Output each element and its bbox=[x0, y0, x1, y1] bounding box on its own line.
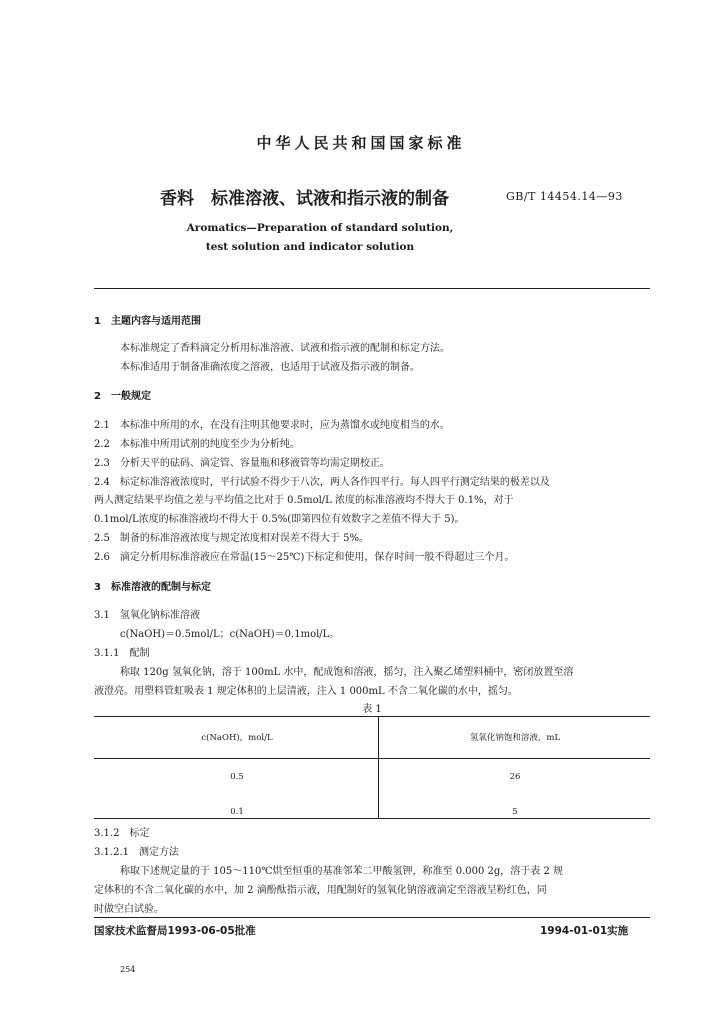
clause-2-4-line-1: 2.4 标定标准溶液浓度时，平行试验不得少于八次，两人各作四平行。每人四平行测定结果的极差以及 bbox=[94, 477, 550, 488]
english-title-line-2: test solution and indicator solution bbox=[205, 241, 415, 253]
table-cell-concentration: 0.5 bbox=[230, 771, 244, 782]
table-cell-volume: 5 bbox=[512, 806, 518, 817]
page-number: 254 bbox=[120, 965, 136, 974]
table-header-volume: 氢氧化钠饱和溶液，mL bbox=[380, 716, 650, 759]
clause-3-1-2-1-line-1: 称取下述规定量的于 105～110℃烘至恒重的基准邻苯二甲酸氢钾，称准至 0.000 2g，溶于表 2 规 bbox=[120, 866, 564, 877]
section-1-heading: 1 主题内容与适用范围 bbox=[94, 316, 201, 327]
document-title: 香料 标准溶液、试液和指示液的制备 bbox=[160, 189, 449, 209]
clause-3-1-2-1-line-3: 时做空白试验。 bbox=[94, 904, 164, 915]
table-1-bottom-rule bbox=[94, 818, 650, 819]
clause-2-4-line-3: 0.1mol/L浓度的标准溶液均不得大于 0.5%(即第四位有效数字之差值不得大于 5)。 bbox=[94, 514, 465, 525]
implementation-date: 1994-01-01实施 bbox=[540, 925, 629, 937]
table-row bbox=[94, 794, 650, 829]
clause-3-1-2-1-line-2: 定体积的不含二氧化碳的水中，加 2 滴酚酞指示液，用配制好的氢氧化钠溶液滴定至溶液呈粉红色，同 bbox=[94, 885, 547, 896]
section-2-heading: 2 一般规定 bbox=[94, 391, 151, 402]
national-standard-heading: 中华人民共和国国家标准 bbox=[256, 134, 466, 152]
table-cell-concentration: 0.1 bbox=[230, 806, 244, 817]
english-title-line-1: Aromatics—Preparation of standard solution, bbox=[186, 222, 454, 234]
clause-2-3: 2.3 分析天平的砝码、滴定管、容量瓶和移液管等均需定期校正。 bbox=[94, 458, 390, 469]
table-row bbox=[94, 759, 650, 795]
table-cell-volume: 26 bbox=[509, 771, 521, 782]
clause-2-5: 2.5 制备的标准溶液浓度与规定浓度相对误差不得大于 5%。 bbox=[94, 533, 369, 544]
footer-divider bbox=[94, 917, 650, 918]
clause-3-1-1-line-2: 液澄亮。用塑料管虹吸表 1 规定体积的上层清液，注入 1 000mL 不含二氧化碳的水中，摇匀。 bbox=[94, 686, 518, 697]
clause-3-1-2: 3.1.2 标定 bbox=[94, 828, 150, 839]
clause-2-4-line-2: 两人测定结果平均值之差与平均值之比对于 0.5mol/L 浓度的标准溶液均不得大于 0.1%，对于 bbox=[94, 495, 514, 506]
header-divider bbox=[94, 288, 650, 289]
approval-date: 国家技术监督局1993-06-05批准 bbox=[94, 925, 256, 937]
clause-2-2: 2.2 本标准中所用试剂的纯度至少为分析纯。 bbox=[94, 439, 300, 450]
clause-3-1: 3.1 氢氧化钠标准溶液 bbox=[94, 610, 200, 621]
clause-2-1: 2.1 本标准中所用的水，在没有注明其他要求时，应为蒸馏水或纯度相当的水。 bbox=[94, 420, 450, 431]
clause-3-1-2-1: 3.1.2.1 测定方法 bbox=[94, 847, 179, 858]
standard-code: GB/T 14454.14—93 bbox=[506, 190, 623, 203]
clause-3-1-concentrations: c(NaOH)＝0.5mol/L；c(NaOH)＝0.1mol/L。 bbox=[120, 629, 340, 640]
table-1 bbox=[94, 716, 650, 829]
table-1-caption: 表 1 bbox=[362, 704, 382, 715]
section-3-heading: 3 标准溶液的配制与标定 bbox=[94, 582, 211, 593]
table-header-concentration: c(NaOH)，mol/L bbox=[94, 716, 380, 759]
clause-3-1-1: 3.1.1 配制 bbox=[94, 648, 150, 659]
section-1-paragraph-2: 本标准适用于制备准确浓度之溶液，也适用于试液及指示液的制备。 bbox=[120, 362, 420, 373]
table-header-row bbox=[94, 716, 650, 759]
clause-2-6: 2.6 滴定分析用标准溶液应在常温(15～25℃)下标定和使用，保存时间一般不得超过三个月。 bbox=[94, 552, 515, 563]
section-1-paragraph-1: 本标准规定了香料滴定分析用标准溶液、试液和指示液的配制和标定方法。 bbox=[120, 343, 450, 354]
clause-3-1-1-line-1: 称取 120g 氢氧化钠，溶于 100mL 水中，配成饱和溶液，摇匀，注入聚乙烯塑料桶中，密闭放置至溶 bbox=[120, 667, 574, 678]
